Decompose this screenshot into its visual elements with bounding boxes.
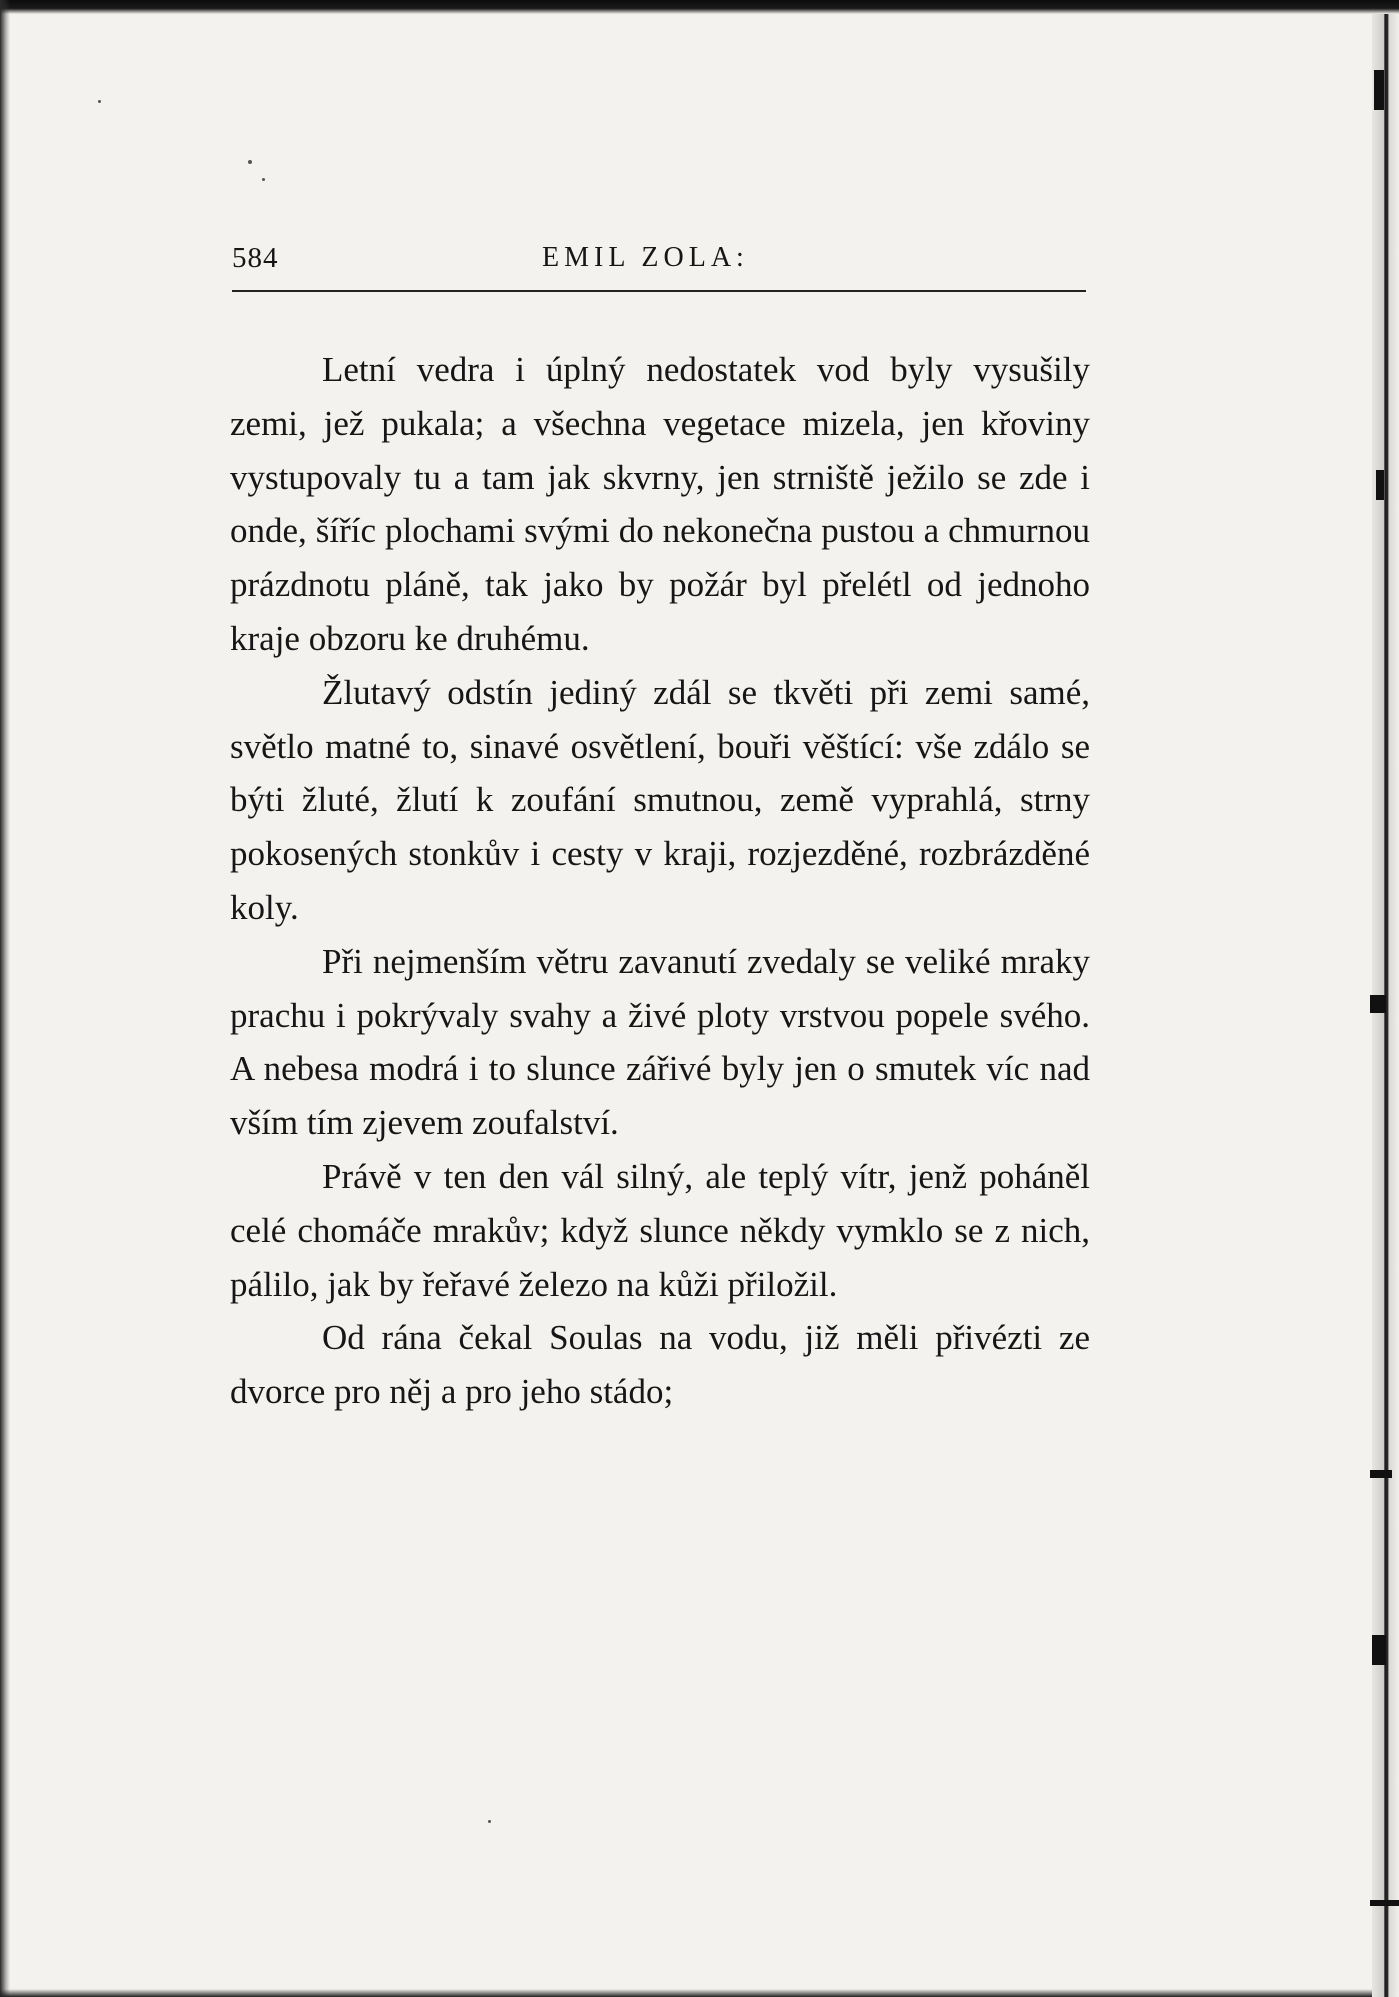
scan-speck bbox=[262, 178, 265, 181]
scan-speck bbox=[248, 160, 252, 164]
paragraph: Při nejmenším větru zavanutí zvedaly se veliké mraky prachu i pokrývaly svahy a živé ploty vrstvou popele svého. A nebesa modrá i to slunce zářivé byly jen o smutek víc nad vším tím zjevem zoufalství. bbox=[230, 941, 1090, 1143]
paragraph: Od rána čekal Soulas na vodu, již měli přivézti ze dvorce pro něj a pro jeho stádo; bbox=[230, 1318, 1090, 1412]
scan-bottom-border bbox=[0, 1989, 1399, 1997]
header-rule bbox=[232, 290, 1086, 292]
paragraph: Žlutavý odstín jediný zdál se tkvěti při zemi samé, světlo matné to, sinavé osvětlení, bouři věštící: vše zdálo se býti žluté, žlutí k zoufání smutnou, země vyprahlá, strny pokosených stonkův i cesty v kraji, rozjezděné, rozbrázděné koly. bbox=[230, 672, 1090, 927]
scan-left-border bbox=[0, 0, 10, 1997]
edge-mark bbox=[1370, 1470, 1392, 1478]
edge-mark bbox=[1374, 70, 1384, 110]
page-header bbox=[232, 232, 1086, 288]
page-number: 584 bbox=[232, 242, 279, 274]
edge-mark bbox=[1370, 1900, 1399, 1906]
edge-mark bbox=[1370, 995, 1386, 1013]
scan-speck bbox=[488, 1820, 491, 1823]
scan-top-border bbox=[0, 0, 1399, 14]
paragraph: Právě v ten den vál silný, ale teplý vítr, jenž poháněl celé chomáče mrakův; když slunce někdy vymklo se z nich, pálilo, jak by řeřavé železo na kůži přiložil. bbox=[230, 1156, 1090, 1304]
running-title: EMIL ZOLA: bbox=[542, 242, 749, 273]
body-text bbox=[230, 343, 1090, 1419]
edge-mark bbox=[1372, 1635, 1386, 1665]
edge-mark bbox=[1376, 470, 1384, 500]
scan-speck bbox=[98, 100, 101, 103]
paragraph: Letní vedra i úplný nedostatek vod byly vysušily zemi, jež pukala; a všechna vegetace mizela, jen křoviny vystupovaly tu a tam jak skvrny, jen strniště ježilo se zde i onde, šíříc plochami svými do nekonečna pustou a chmurnou prázdnotu pláně, tak jako by požár byl přelétl od jednoho kraje obzoru ke druhému. bbox=[230, 350, 1090, 658]
